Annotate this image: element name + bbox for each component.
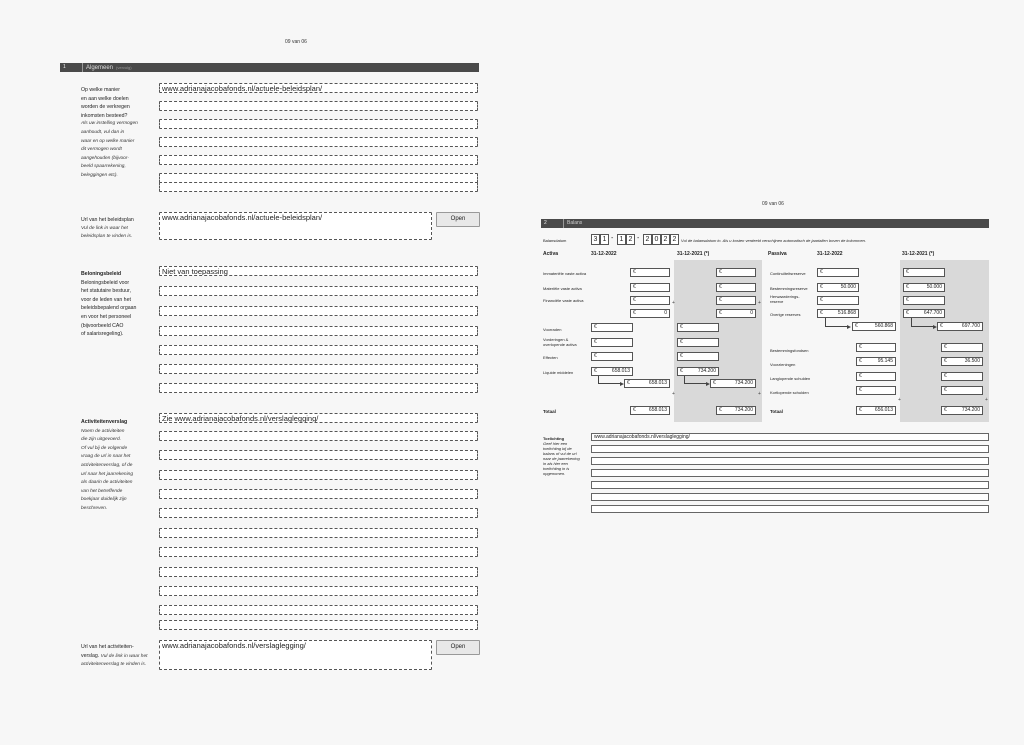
q4-line-12[interactable] [159,620,478,630]
passiva-current-field[interactable]: € [856,372,896,381]
row-label: Bestemmingsreserve [770,286,808,291]
activa-total-current: € 658.013 [630,406,670,415]
section-number: 1 [60,63,83,72]
activa-total-label: Totaal [543,409,556,414]
passiva-previous-field[interactable]: € [903,268,945,277]
activa-vlottend-subtotal-previous: € 734.200 [710,379,756,388]
row-label: Vorderingen & overlopende activa [543,337,577,347]
row-label: Voorzieningen [770,362,796,367]
row-label: Financiële vaste activa [543,298,584,303]
q4-line-9[interactable] [159,567,478,577]
q4-line-4[interactable] [159,470,478,480]
q1-line-3[interactable] [159,119,478,129]
activa-vlottend-subtotal-current: € 658.013 [624,379,670,388]
activa-previous-field[interactable]: € [677,338,719,347]
q4-line-6[interactable] [159,508,478,518]
q3-line-5[interactable] [159,345,478,355]
toelichting-line-5[interactable] [591,481,989,489]
row-label: Immateriële vaste activa [543,271,587,276]
q1-line-4[interactable] [159,137,478,147]
activa-previous-field[interactable]: € [716,268,756,277]
passiva-col-previous: 31-12-2021 (*) [902,251,935,257]
section-header-balans [541,219,989,228]
passiva-current-field[interactable]: € 50.000 [817,283,859,292]
passiva-total-current: € 656.013 [856,406,896,415]
q1-line-7[interactable] [159,182,478,192]
q4-line-8[interactable] [159,547,478,557]
date-digit[interactable]: 2 [643,234,652,245]
passiva-reserves-subtotal-previous: € 697.700 [937,322,983,331]
page-number-left: 09 van 06 [285,39,307,45]
toelichting-line-1[interactable]: www.adrianajacobafonds.nl/verslaglegging/ [591,433,989,441]
passiva-total-previous: € 734.200 [941,406,983,415]
activa-current-field[interactable]: € [591,352,633,361]
activa-total-previous: € 734.200 [716,406,756,415]
toelichting-line-7[interactable] [591,505,989,513]
q3-label: Beloningsbeleid Beloningsbeleid voor het statutaire bestuur, voor de leden van het beleidsbepalend orgaan en voor het personeel (bijvoorbeeld CAO of salarisregeling). [81,271,137,338]
passiva-previous-field[interactable]: € [941,343,983,352]
q4-line-11[interactable] [159,605,478,615]
toelichting-line-6[interactable] [591,493,989,501]
plus-sign: + [672,391,675,397]
passiva-col-current: 31-12-2022 [817,251,843,257]
passiva-current-field[interactable]: € [817,268,859,277]
activiteitenverslag-url-field[interactable]: www.adrianajacobafonds.nl/verslaglegging/ [159,640,432,670]
q3-line-2[interactable] [159,286,478,296]
toelichting-line-3[interactable] [591,457,989,465]
section-number: 2 [541,219,564,228]
balansdatum-label: Balansdatum [543,238,567,243]
passiva-current-field[interactable]: € [817,296,859,305]
activa-current-field[interactable]: € [591,323,633,332]
q3-line-1[interactable]: Niet van toepassing [159,266,478,276]
date-digit[interactable]: 1 [600,234,609,245]
section-title: Balans [567,220,583,226]
q1-line-5[interactable] [159,155,478,165]
row-label: Continuïteitsreserve [770,271,806,276]
row-label: Bestemmingsfondsen [770,348,809,353]
q4-line-1[interactable]: Zie www.adrianajacobafonds.nl/verslaglegging/ [159,413,478,423]
activa-vaste-subtotal-previous: € 0 [716,309,756,318]
passiva-previous-field[interactable]: € 36.500 [941,357,983,366]
activa-vaste-subtotal-current: € 0 [630,309,670,318]
passiva-current-field[interactable]: € 516.868 [817,309,859,318]
row-label: Kortlopende schulden [770,390,809,395]
q3-line-7[interactable] [159,383,478,393]
q5-label: Url van het activiteiten- verslag. Vul de link in waar het activiteitenverslag te vinden is. [81,644,148,668]
date-separator: - [611,235,614,242]
q3-line-3[interactable] [159,306,478,316]
q4-line-3[interactable] [159,450,478,460]
activa-previous-field[interactable]: € [677,352,719,361]
passiva-previous-field[interactable]: € 647.700 [903,309,945,318]
activa-previous-field[interactable]: € [716,296,756,305]
passiva-reserves-subtotal-current: € 560.868 [852,322,896,331]
arrow-icon [911,318,934,327]
plus-sign: + [758,300,761,306]
activa-previous-field[interactable]: € [677,323,719,332]
passiva-current-field[interactable]: € [856,343,896,352]
passiva-previous-field[interactable]: € [941,386,983,395]
q4-line-7[interactable] [159,528,478,538]
date-digit[interactable]: 1 [617,234,626,245]
date-digit[interactable]: 2 [626,234,635,245]
q2-label: Url van het beleidsplan Vul de link in waar het beleidsplan te vinden is. [81,217,134,240]
plus-sign: + [758,391,761,397]
activa-previous-field[interactable]: € [716,283,756,292]
passiva-current-field[interactable]: € 95.145 [856,357,896,366]
activa-current-field[interactable]: € [630,283,670,292]
passiva-previous-field[interactable]: € [903,296,945,305]
toelichting-line-2[interactable] [591,445,989,453]
activa-header: Activa [543,251,559,257]
date-digit[interactable]: 2 [661,234,670,245]
activa-col-current: 31-12-2022 [591,251,617,257]
section-title: Algemeen (vervolg) [86,65,132,71]
date-digit[interactable]: 3 [591,234,600,245]
activa-current-field[interactable]: € [630,268,670,277]
plus-sign: + [985,397,988,403]
q3-line-4[interactable] [159,326,478,336]
activa-previous-field[interactable]: € 734.200 [677,367,719,376]
page-number-right: 09 van 06 [762,201,784,207]
q1-line-2[interactable] [159,101,478,111]
open-activiteitenverslag-button[interactable]: Open [436,640,480,655]
passiva-previous-field[interactable]: € 50.000 [903,283,945,292]
q4-line-10[interactable] [159,586,478,596]
q1-line-1[interactable]: www.adrianajacobafonds.nl/actuele-beleidsplan/ [159,83,478,93]
activa-current-field[interactable]: € 658.013 [591,367,633,376]
row-label: Effecten [543,355,558,360]
beleidsplan-url-field[interactable]: www.adrianajacobafonds.nl/actuele-beleidsplan/ [159,212,432,240]
q1-label: Op welke manier en aan welke doelen worden de verkregen inkomsten besteed? Als uw instelling vermogen aanhoudt, vul dan in waar en op welke manier dit vermogen wordt aangehouden (bijvoor- beeld spaarrekening, beleggingen etc). [81,87,138,178]
passiva-previous-field[interactable]: € [941,372,983,381]
q3-line-6[interactable] [159,364,478,374]
arrow-icon [598,376,621,384]
row-label: Overige reserves [770,312,801,317]
open-beleidsplan-button[interactable]: Open [436,212,480,227]
arrow-icon [825,318,848,327]
q4-label: Activiteitenverslag Noem de activiteiten die zijn uitgevoerd. Of vul bij de volgende vraag de url in naar het activiteitenverslag, of de url naar het jaarrekening als daarin de activiteiten van het betreffende boekjaar duidelijk zijn beschreven. [81,419,133,511]
activa-current-field[interactable]: € [591,338,633,347]
section-header-algemeen [60,63,479,72]
row-label: Voorraden [543,327,562,332]
passiva-total-label: Totaal [770,409,783,414]
passiva-header: Passiva [768,251,787,257]
activa-col-previous: 31-12-2021 (*) [677,251,710,257]
passiva-current-field[interactable]: € [856,386,896,395]
row-label: Herwaarderings-reserve [770,294,800,304]
row-label: Materiële vaste activa [543,286,582,291]
arrow-icon [684,376,707,384]
activa-current-field[interactable]: € [630,296,670,305]
row-label: Langlopende schulden [770,376,811,381]
row-label: Liquide middelen [543,370,574,375]
date-digit[interactable]: 2 [670,234,679,245]
toelichting-label: Toelichting Geef hier een toelichting bij de balans of vul de url naar de jaarrekening in als hier een toelichting in is opgenomen. [543,436,580,476]
plus-sign: + [898,397,901,403]
toelichting-line-4[interactable] [591,469,989,477]
q4-line-5[interactable] [159,489,478,499]
date-digit[interactable]: 0 [652,234,661,245]
balansdatum-note: Vul de balansdatum in. Als u kosten verdeeld verschijnen automatisch de jaartallen boven de kolommen. [681,238,866,243]
date-separator: - [637,235,640,242]
q4-line-2[interactable] [159,431,478,441]
plus-sign: + [672,300,675,306]
